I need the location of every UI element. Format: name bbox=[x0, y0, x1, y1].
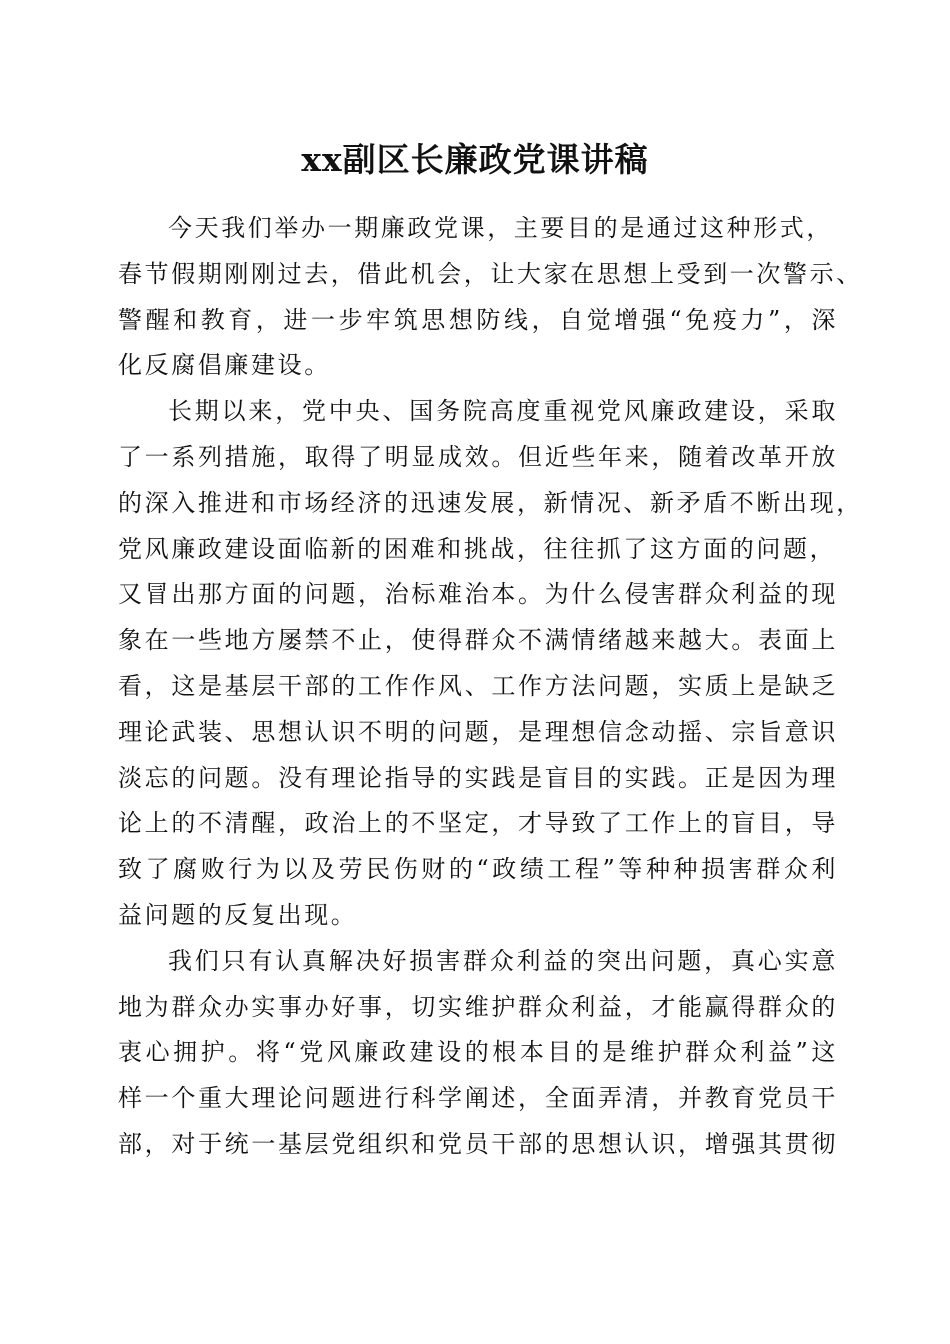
text-line: 样一个重大理论问题进行科学阐述，全面弄清，并教育党员干 bbox=[118, 1084, 838, 1113]
text-line: 地为群众办实事办好事，切实维护群众利益，才能赢得群众的 bbox=[118, 992, 838, 1021]
text-line: 又冒出那方面的问题，治标难治本。为什么侵害群众利益的现 bbox=[118, 580, 838, 609]
text-line: 今天我们举办一期廉政党课，主要目的是通过这种形式， bbox=[168, 214, 833, 242]
text-line: 看，这是基层干部的工作作风、工作方法问题，实质上是缺乏 bbox=[118, 671, 838, 700]
text-line: 象在一些地方屡禁不止，使得群众不满情绪越来越大。表面上 bbox=[118, 626, 838, 655]
text-line: 我们只有认真解决好损害群众利益的突出问题，真心实意 bbox=[168, 946, 838, 975]
text-line: 论上的不清醒，政治上的不坚定，才导致了工作上的盲目，导 bbox=[118, 809, 838, 838]
text-line: 了一系列措施，取得了明显成效。但近些年来，随着改革开放 bbox=[118, 442, 838, 471]
text-line: 长期以来，党中央、国务院高度重视党风廉政建设，采取 bbox=[168, 397, 838, 426]
text-line: 益问题的反复出现。 bbox=[118, 900, 358, 929]
text-line: 化反腐倡廉建设。 bbox=[118, 351, 331, 380]
document-body bbox=[118, 206, 863, 1168]
text-line: 致了腐败行为以及劳民伤财的“政绩工程”等种种损害群众利 bbox=[118, 855, 838, 884]
text-line: 衷心拥护。将“党风廉政建设的根本目的是维护群众利益”这 bbox=[118, 1038, 838, 1067]
text-line: 部，对于统一基层党组织和党员干部的思想认识，增强其贯彻 bbox=[118, 1129, 838, 1158]
text-line: 警醒和教育，进一步牢筑思想防线，自觉增强“免疫力”，深 bbox=[118, 305, 838, 334]
document-title: xx副区长廉政党课讲稿 bbox=[301, 140, 649, 179]
text-line: 理论武装、思想认识不明的问题，是理想信念动摇、宗旨意识 bbox=[118, 717, 838, 746]
text-line: 春节假期刚刚过去，借此机会，让大家在思想上受到一次警示、 bbox=[118, 259, 863, 288]
text-line: 淡忘的问题。没有理论指导的实践是盲目的实践。正是因为理 bbox=[118, 763, 838, 792]
text-line: 的深入推进和市场经济的迅速发展，新情况、新矛盾不断出现， bbox=[118, 488, 863, 517]
text-line: 党风廉政建设面临新的困难和挑战，往往抓了这方面的问题， bbox=[118, 534, 837, 563]
